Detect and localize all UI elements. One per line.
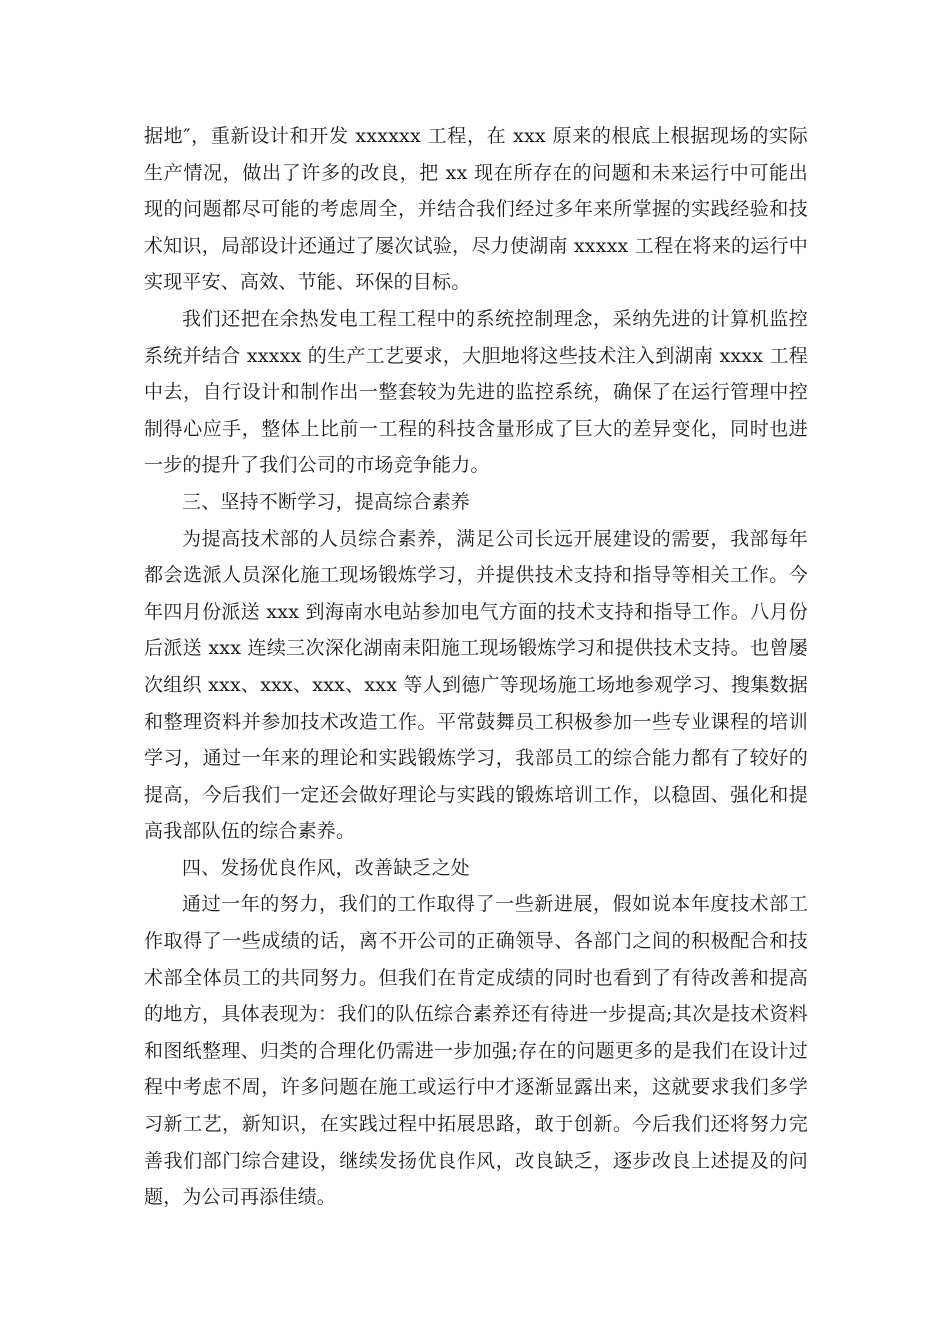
section-heading-learning: 三、坚持不断学习，提高综合素养 [182,490,471,513]
paragraph-continuation: 据地″，重新设计和开发 xxxxxx 工程，在 xxx 原来的根底上根据现场的实际生产情况，做出了许多的改良，把 xx 现在所存在的问题和未来运行中可能出现的问题都尽可能的考虑周全，并结合我们经过多年来所掌握的实践经验和技术知识，局部设计还通过了屡次试验，尽力使湖南 xxxxx 工程在将来的运行中实现平安、高效、节能、环保的目标。 [144,125,808,294]
section-heading-improvement: 四、发扬优良作风，改善缺乏之处 [182,856,471,879]
paragraph-summary: 通过一年的努力，我们的工作取得了一些新进展，假如说本年度技术部工作取得了一些成绩的话，离不开公司的正确领导、各部门之间的积极配合和技术部全体员工的共同努力。但我们在肯定成绩的同时也看到了有待改善和提高的地方，具体表现为：我们的队伍综合素养还有待进一步提高;其次是技术资料和图纸整理、归类的合理化仍需进一步加强;存在的问题更多的是我们在设计过程中考虑不周，许多问题在施工或运行中才逐渐显露出来，这就要求我们多学习新工艺，新知识，在实践过程中拓展思路，敢于创新。今后我们还将努力完善我们部门综合建设，继续发扬优良作风，改良缺乏，逐步改良上述提及的问题，为公司再添佳绩。 [144,893,808,1209]
paragraph-training: 为提高技术部的人员综合素养，满足公司长远开展建设的需要，我部每年都会选派人员深化施工现场锻炼学习，并提供技术支持和指导等相关工作。今年四月份派送 xxx 到海南水电站参加电气方面的技术支持和指导工作。八月份后派送 xxx 连续三次深化湖南耒阳施工现场锻炼学习和提供技术支持。也曾屡次组织 xxx、xxx、xxx、xxx 等人到德广等现场施工场地参观学习、搜集数据和整理资料并参加技术改造工作。平常鼓舞员工积极参加一些专业课程的培训学习，通过一年来的理论和实践锻炼学习，我部员工的综合能力都有了较好的提高，今后我们一定还会做好理论与实践的锻炼培训工作，以稳固、强化和提高我部队伍的综合素养。 [144,527,808,843]
paragraph-monitoring-system: 我们还把在余热发电工程工程中的系统控制理念，采纳先进的计算机监控系统并结合 xxxxx 的生产工艺要求，大胆地将这些技术注入到湖南 xxxx 工程中去，自行设计和制作出一整套较为先进的监控系统，确保了在运行管理中控制得心应手，整体上比前一工程的科技含量形成了巨大的差异变化，同时也进一步的提升了我们公司的市场竞争能力。 [144,307,808,477]
document-body [144,118,808,1216]
